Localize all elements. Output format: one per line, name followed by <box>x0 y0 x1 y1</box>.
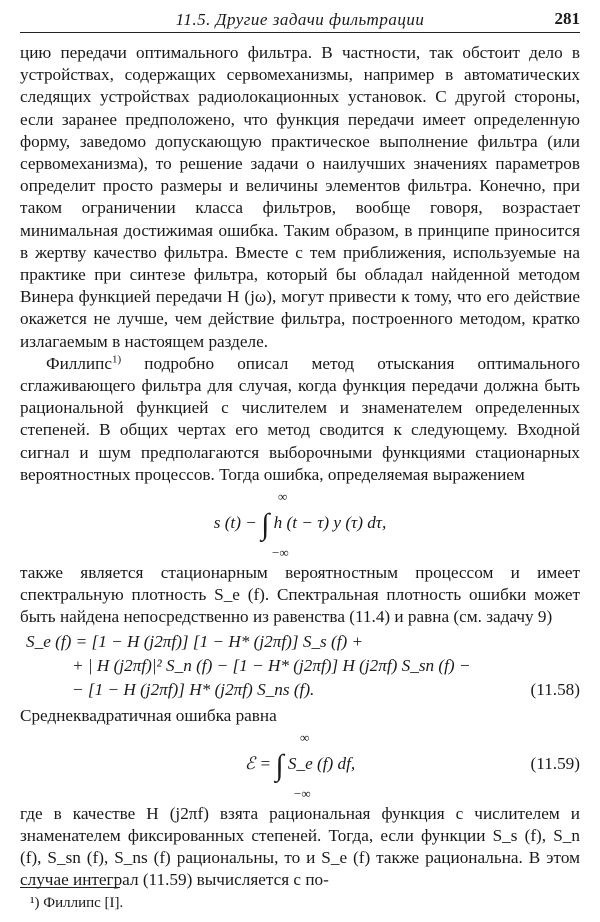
equation-integrand: h (t − τ) y (τ) dτ, <box>269 513 387 533</box>
footnote: ¹) Филлипс [I]. <box>30 895 124 911</box>
equation-line-1: S_e (f) = [1 − H (j2πf)] [1 − H* (j2πf)] S_s (f) + <box>26 631 364 651</box>
footnote-marker: 1) <box>111 353 122 366</box>
paragraph-3: также является стационарным вероятностным процессом и имеет спектральную плотность S_e (f). Спектральная плотность ошибки может быть найдена непосредственно из равенства (11.4) и равна (см. задачу 9) <box>20 563 580 627</box>
paragraph-2 <box>20 353 580 486</box>
integral-lower-limit: −∞ <box>294 785 311 801</box>
section-title: 11.5. Другие задачи фильтрации <box>175 10 425 29</box>
integral-upper-limit: ∞ <box>300 729 310 745</box>
equation-integrand: S_e (f) df, <box>283 753 356 773</box>
equation-11-58 <box>20 631 580 703</box>
paragraph-2-text: подробно описал метод отыскания оптимального сглаживающего фильтра для случая, когда функция передачи должна быть рациональной функцией с числителем и знаменателем определенных степеней. В общих чертах его метод сводится к следующему. Входной сигнал и шум предполагаются выборочными функциями стационарных вероятностных процессов. Тогда ошибка, определяемая выражением <box>20 353 580 484</box>
integral-sign: ∫ <box>275 748 284 782</box>
page-number: 281 <box>554 9 580 28</box>
author-name: Филлипс <box>46 353 112 373</box>
equation-line-2: + | H (j2πf)|² S_n (f) − [1 − H* (j2πf)] H (j2πf) S_sn (f) − <box>72 655 471 675</box>
equation-error-integral <box>20 486 580 562</box>
integral-lower-limit: −∞ <box>272 545 289 561</box>
equation-lhs: ℰ = <box>244 753 276 773</box>
equation-number: (11.59) <box>530 753 580 773</box>
running-header <box>20 6 580 33</box>
paragraph-4: Среднеквадратичная ошибка равна <box>20 705 277 725</box>
integral-upper-limit: ∞ <box>278 489 288 505</box>
equation-number: (11.58) <box>530 679 580 699</box>
main-text <box>20 42 580 892</box>
footnote-divider <box>20 887 120 888</box>
equation-lhs: s (t) − <box>213 513 262 533</box>
integral-sign: ∫ <box>261 508 270 542</box>
equation-11-59 <box>20 727 580 803</box>
paragraph-5: где в качестве H (j2πf) взята рациональная функция с числителем и знаменателем фиксированных степеней. Тогда, если функции S_s (f), S_n (f), S_sn (f), S_ns (f) рациональны, то и S_e (f) также рациональна. В этом случае интеграл (11.59) вычисляется с по- <box>20 803 580 890</box>
equation-line-3: − [1 − H (j2πf)] H* (j2πf) S_ns (f). <box>72 679 315 699</box>
paragraph-1: цию передачи оптимального фильтра. В частности, так обстоит дело в устройствах, содержащих сервомеханизмы, например в автоматических следящих устройствах радиолокационных установок. С другой стороны, если заранее предположено, что функция передачи имеет определенную форму, заведомо допускающую практическое выполнение фильтра (или сервомеханизма), то решение задачи о наилучших значениях параметров определит просто размеры и величины элементов фильтра. Конечно, при таком ограничении класса фильтров, вообще говоря, возрастает минимальная достижимая ошибка. Таким образом, в принципе приносится в жертву качество фильтра. Вместе с тем приближения, используемые на практике при синтезе фильтра, который бы обладал найденной методом Винера функцией передачи H (jω), могут привести к тому, что его действие окажется не лучше, чем действие фильтра, построенного методом, кратко излагаемым в настоящем разделе. <box>20 43 580 351</box>
